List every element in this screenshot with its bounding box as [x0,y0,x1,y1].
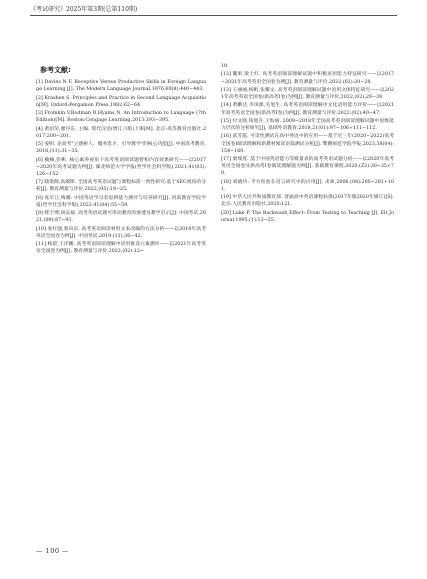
reference-entry-9: [9] 辉宇博,胡庆福. 高考英语试题可用动教育的渗透及教学启示[J]. 中国考试,2021,(09):87−93. [36,211,206,224]
reference-entry-17: [17] 栗瑞莲. 基于中国英语能力等级量表的高考英语试题分析——以2020年高考英语全国卷及新高考Ⅰ卷阅读理解题为例[J]. 基础教育课程,2020,(Z2):30−35+70. [221,157,394,177]
header-divider [30,15,397,16]
reference-entry-2: [2] Krashen S. Principles and Practice in Second Language Acquisition[M]. Oxford:Pergamon Press,1982:62−64. [36,95,206,108]
reference-continuation: 19. [221,64,229,69]
reference-entry-7: [7] 晓瑞源,高敏斯. 全国高考英语试题与课程标准一致性研究:基于SEC视角的分析[J]. 教育测量与评价,2022,(05):19−25. [36,180,206,193]
references-right-column [221,63,394,225]
references-left-column [36,79,206,257]
reference-entry-20: [20] Luke P. The Backwash Effect: From Testing to Teaching [J]. Elt Journal,1995,(1):13−25. [221,210,394,223]
reference-entry-8: [8] 张军江,梅娜. 中国英语学习者思辨能力测评与培养研究[J]. 河南教育学院学报(哲学社会科学版),2022,41(04):55−59. [36,195,206,208]
reference-entry-16: [16] 武芳霞. 可读性测试在高中英语中的应用——基于近三年(2020−2022)高考全国卷I阅读理解和新教材阅读语篇测试分析[J]. 鹭嫂师范学院学报,2023,38(04):154−160. [221,134,394,154]
reference-entry-19: [19] 中华人民共和国教育部. 普通高中英语课程标准(2017年版2020年修订)[S]. 北京:人民教育出版社,2020:121. [221,195,394,208]
reference-entry-4: [4] 黄伯荣,廖序东. 主编. 现代汉语(增订六版)上册[M]. 北京:高等教育出版社,2017:200−201. [36,126,206,139]
running-header: 《考试研究》2025年第3期(总第110期) [30,6,138,13]
page-number: — 100 — [36,547,70,555]
reference-entry-5: [5] 姜明. 论高考"立德树人、服务选才、引导教学"的核心功能[J]. 中国高考教育,2018,(11):31−35. [36,142,206,155]
reference-entry-18: [18] 刘晓玲. 平方检验在语言研究中的应用[J]. 求索,2006,(08):200−201+101. [221,179,394,192]
reference-entry-10: [10] 张红强,蔡向东. 高考英语阅读材料文本改编的方法分析——以2018年高考英语全国卷为例[J]. 中国考试,2019,(11):36−42. [36,226,206,239]
reference-entry-15: [15] 付文晓,钱旭升,王海丽. 2009−2018年全国高考英语阅读理解试题中思维能力层次的分析研究[J]. 基础外语教育,2019,21(01):97−106+111−112. [221,118,394,131]
reference-entry-1: [1] Davies N F. Receptive Versus Productive Skills in Foreign Language Learning [J]. The Modern Language Journal,1976,60(8):440−443. [36,80,206,93]
reference-entry-14: [14] 黄鹏达,李凤源,毛旭生. 高考英语阅读理解中文化语用能力评价——以2021年高考英语全国卷(新高考Ⅰ卷)为例[J]. 教育测量与评价,2022,(02):40−47. [221,103,394,116]
reference-entry-6: [6] 楠楠,彭彬. 核心素养视角下高考英语阅读题智和内容效果研究——以2017−2020年高考试题为例[J]. 湖北师范大学学报(哲学社会科学版),2021,41(03):126−152. [36,157,206,177]
reference-entry-11: [11] 杨晨,王洋鹏. 高考英语阅读理解中语用推设元素测评——以2021年高考英语全国卷为例[J]. 教育测量与评价,2022,(02):12− [36,242,206,255]
references-heading: 参考文献: [40,66,71,74]
reference-entry-12: [12] 魏果,梁士红. 高考英语阅读理解试题中积极语用能力特征研究——以2017−2021年高考英语全国卷为例[J]. 教育测量与评价,2022,(02):20−28. [221,72,394,85]
reference-entry-3: [3] Fromkin V,Rodman R,Hyams N. An Introduction to Language (7th Edition)[M]. Boston:Cengage Learning,2013:393−395. [36,111,206,124]
reference-entry-13: [13] 王丽丽,杨帆,张耀文. 高考英语阅读理解试题中语用文体特征研究——以2021年高考英语全国卷(新高考Ⅰ卷)为例[J]. 教育测量与评价,2022,(02):29−39. [221,87,394,100]
